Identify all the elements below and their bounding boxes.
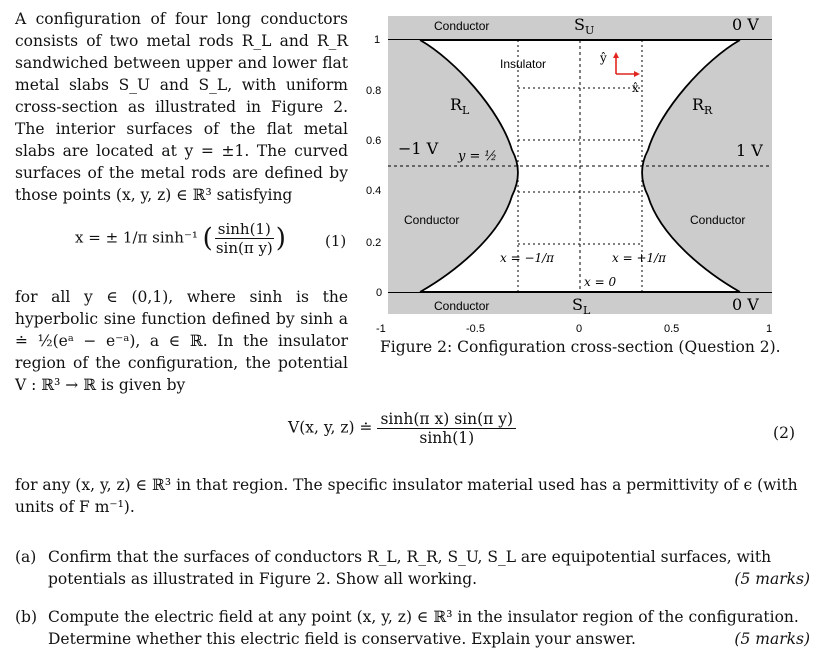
after-eq1-paragraph bbox=[15, 286, 348, 396]
y-tick-0.6: 0.6 bbox=[366, 135, 382, 147]
label-conductor-right: Conductor bbox=[690, 213, 746, 227]
question-a-text: Confirm that the surfaces of conductors R_L, R_R, S_U, S_L are equipotential surfaces, with potentials as illustrated in Figure 2. Show all working. bbox=[48, 548, 772, 588]
label-y-half: y = ½ bbox=[458, 149, 498, 164]
label-1v: 1 V bbox=[736, 141, 763, 160]
x-tick-minus1: -1 bbox=[376, 323, 386, 335]
label-su: $S_U$ bbox=[574, 15, 595, 37]
label-sl: $S_L$ bbox=[572, 295, 591, 317]
eq2-number: (2) bbox=[773, 424, 795, 442]
question-b-label: (b) bbox=[15, 608, 38, 626]
figure-caption: Figure 2: Configuration cross-section (Question 2). bbox=[380, 338, 781, 356]
label-rr: $R_R$ bbox=[692, 95, 713, 117]
y-tick-0: 0 bbox=[376, 287, 383, 299]
eq2-denominator: sinh(1) bbox=[419, 429, 475, 447]
y-arrow-head bbox=[613, 52, 619, 58]
x-tick-minus0.5: -0.5 bbox=[466, 323, 485, 335]
y-tick-1: 1 bbox=[374, 34, 381, 46]
label-conductor-left: Conductor bbox=[404, 213, 460, 227]
question-a-label: (a) bbox=[15, 548, 37, 566]
question-b bbox=[15, 606, 810, 650]
label-x-minus: x = −1/π bbox=[500, 251, 555, 265]
label-0v-bottom: 0 V bbox=[732, 295, 759, 314]
y-tick-0.2: 0.2 bbox=[366, 237, 382, 249]
x-arrow-head bbox=[634, 71, 640, 77]
eq1-coef: 1/π bbox=[122, 228, 148, 247]
eq1-numerator: sinh(1) bbox=[215, 220, 274, 239]
label-conductor-bottom: Conductor bbox=[434, 299, 490, 313]
question-b-text: Compute the electric field at any point (x, y, z) ∈ ℝ³ in the insulator region of the configuration. Determine whether this electric field is conservative. Explain your answer. bbox=[48, 608, 799, 648]
eq2-lhs: V(x, y, z) ≐ bbox=[288, 418, 373, 437]
equation-1: x = ± 1/π sinh⁻¹ ( $\frac{\sinh(1)}{\text{sin(π y)}}$ ) bbox=[75, 220, 286, 257]
permittivity-paragraph: for any (x, y, z) ∈ ℝ³ in that region. The specific insulator material used has a permittivity of ϵ (with units of F m⁻¹). bbox=[15, 476, 798, 516]
question-a bbox=[15, 546, 810, 590]
x-tick-0: 0 bbox=[576, 323, 583, 335]
x-tick-1: 1 bbox=[766, 323, 773, 335]
label-x-plus: x = +1/π bbox=[612, 251, 667, 265]
label-minus1v: −1 V bbox=[398, 139, 439, 158]
intro-text: A configuration of four long conductors consists of two metal rods R_L and R_R sandwiched between upper and lower flat metal slabs S_U and S_L, with uniform cross-section as illustrated in Figure 2. The interior surfaces of the flat metal slabs are located at y = ±1. The curved surfaces of the metal rods are defined by those points (x, y, z) ∈ ℝ³ satisfying bbox=[15, 10, 348, 204]
intro-paragraph bbox=[15, 8, 348, 206]
label-y-hat: ŷ bbox=[600, 51, 607, 65]
question-a-marks: (5 marks) bbox=[734, 570, 810, 588]
label-insulator: Insulator bbox=[500, 57, 547, 71]
label-x-hat: x̂ bbox=[632, 81, 639, 95]
equation-2 bbox=[288, 410, 516, 447]
y-tick-0.4: 0.4 bbox=[366, 185, 382, 197]
after-eq1-text: for all y ∈ (0,1), where sinh is the hyperbolic sine function defined by sinh a ≐ ½(eᵃ − e⁻ᵃ), a ∈ ℝ. In the insulator region of the configuration, the potential V : ℝ³ → ℝ is given by bbox=[15, 288, 348, 394]
eq1-denominator: sin(π y) bbox=[215, 239, 273, 257]
label-conductor-top: Conductor bbox=[434, 19, 490, 33]
eq1-lhs: x = ± bbox=[75, 228, 123, 247]
label-x-zero: x = 0 bbox=[584, 275, 617, 289]
label-rl: $R_L$ bbox=[450, 95, 470, 117]
eq2-numerator: sinh(π x) sin(π y) bbox=[377, 410, 516, 429]
configuration-figure bbox=[360, 10, 800, 340]
x-tick-0.5: 0.5 bbox=[664, 323, 680, 335]
y-tick-0.8: 0.8 bbox=[366, 85, 382, 97]
eq1-func: sinh⁻¹ bbox=[147, 228, 198, 247]
eq1-number: (1) bbox=[325, 232, 347, 250]
label-0v-top: 0 V bbox=[732, 15, 759, 34]
question-b-marks: (5 marks) bbox=[734, 630, 810, 648]
